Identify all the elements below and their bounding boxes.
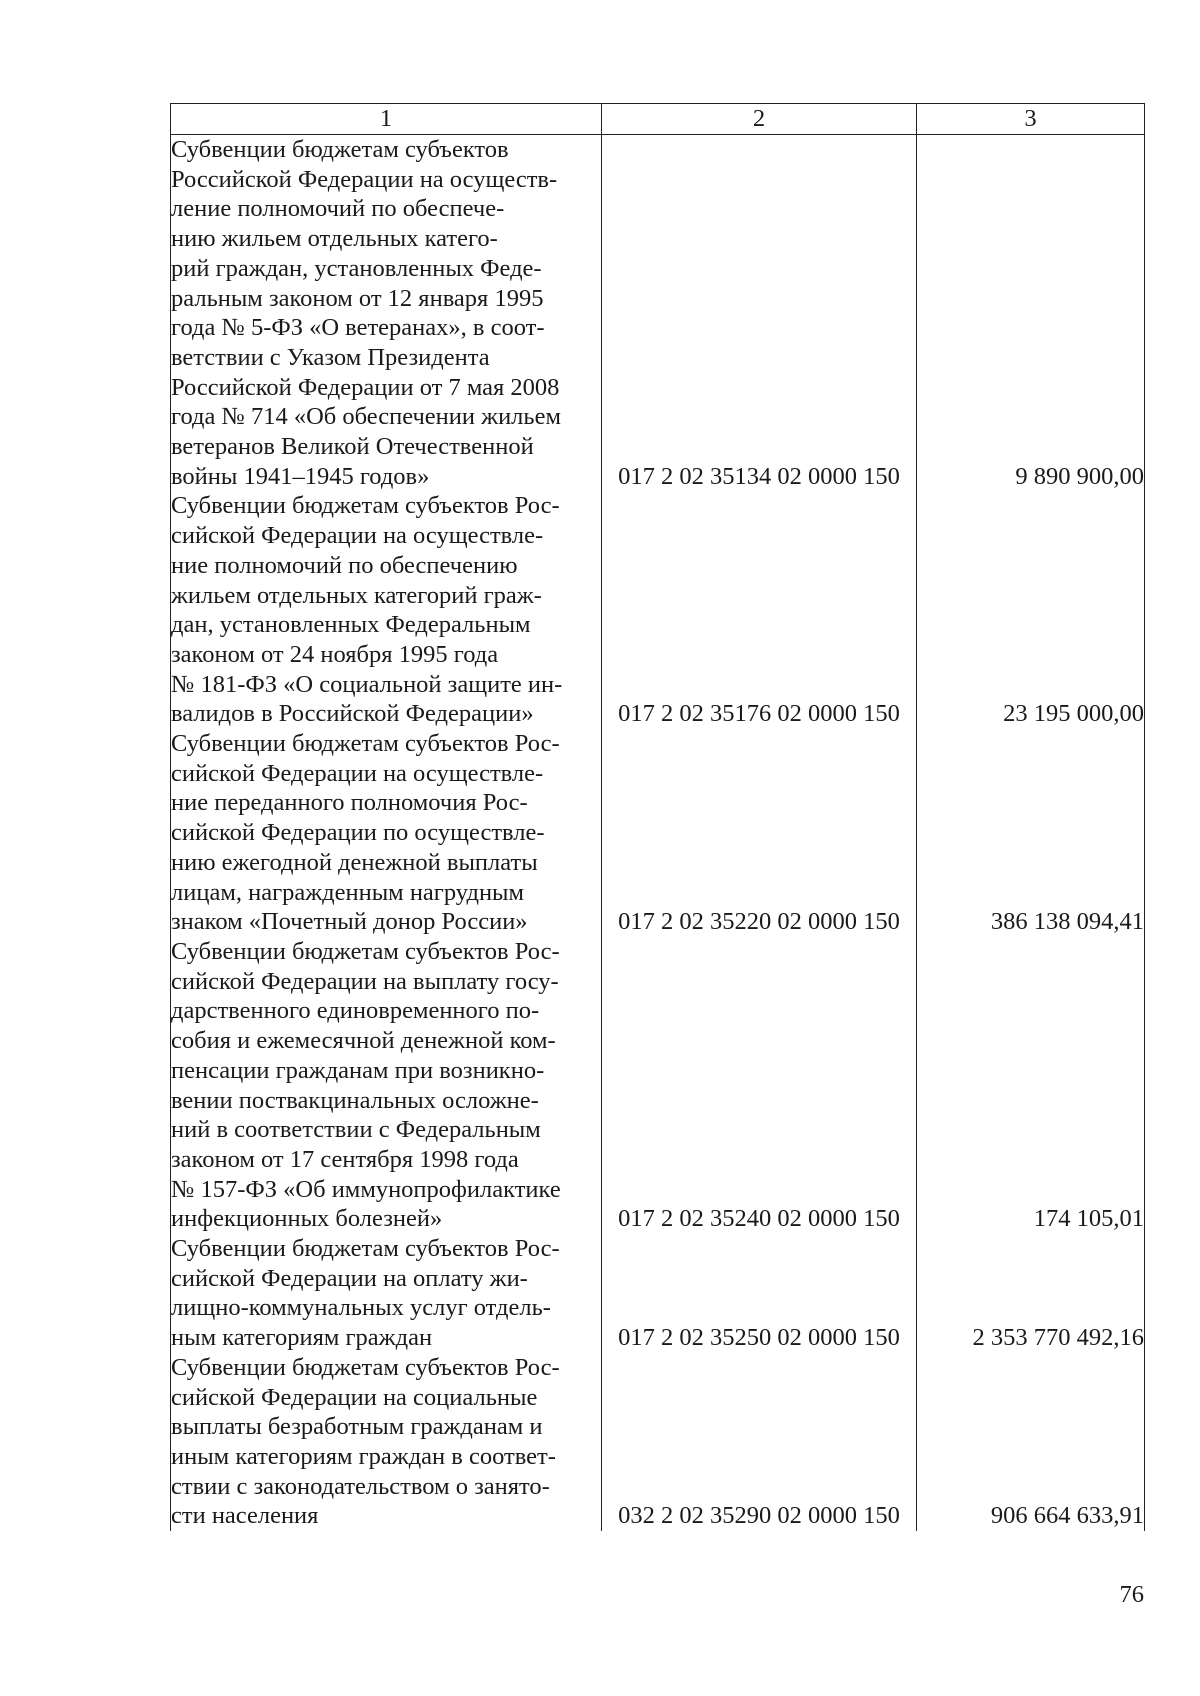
- row-budget-code: 017 2 02 35220 02 0000 150: [602, 729, 917, 937]
- row-description: Субвенции бюджетам субъектов Рос- сийской Федерации на выплату госу- дарственного единовременного по- собия и ежемесячной денежной ком- пенсации гражданам при возникно- вении поствакцинальных осложне- ний в соответствии с Федеральным законом от 17 сентября 1998 года № 157-ФЗ «Об иммунопрофилактике инфекционных болезней»: [171, 937, 602, 1234]
- page-number: 76: [1119, 1581, 1144, 1608]
- column-header-1: 1: [171, 104, 602, 135]
- row-description: Субвенции бюджетам субъектов Рос- сийской Федерации на осуществле- ние переданного полномочия Рос- сийской Федерации по осуществле- нию ежегодной денежной выплаты лицам, награжденным нагрудным знаком «Почетный донор России»: [171, 729, 602, 937]
- table-row: [171, 937, 1145, 1234]
- row-amount: 9 890 900,00: [917, 135, 1145, 492]
- column-header-2: 2: [602, 104, 917, 135]
- row-amount: 174 105,01: [917, 937, 1145, 1234]
- row-amount: 2 353 770 492,16: [917, 1234, 1145, 1353]
- row-description: Субвенции бюджетам субъектов Российской Федерации на осуществ- ление полномочий по обеспече- нию жильем отдельных катего- рий граждан, установленных Феде- ральным законом от 12 января 1995 года № 5-ФЗ «О ветеранах», в соот- ветствии с Указом Президента Российской Федерации от 7 мая 2008 года № 714 «Об обеспечении жильем ветеранов Великой Отечественной войны 1941–1945 годов»: [171, 135, 602, 492]
- row-budget-code: 017 2 02 35240 02 0000 150: [602, 937, 917, 1234]
- table-row: [171, 135, 1145, 492]
- budget-table: [170, 103, 1145, 1531]
- column-header-3: 3: [917, 104, 1145, 135]
- row-amount: 386 138 094,41: [917, 729, 1145, 937]
- row-amount: 906 664 633,91: [917, 1353, 1145, 1531]
- row-description: Субвенции бюджетам субъектов Рос- сийской Федерации на оплату жи- лищно-коммунальных услуг отдель- ным категориям граждан: [171, 1234, 602, 1353]
- table-header-row: [171, 104, 1145, 135]
- table-row: [171, 1353, 1145, 1531]
- row-amount: 23 195 000,00: [917, 491, 1145, 729]
- table-row: [171, 491, 1145, 729]
- row-budget-code: 017 2 02 35134 02 0000 150: [602, 135, 917, 492]
- row-budget-code: 032 2 02 35290 02 0000 150: [602, 1353, 917, 1531]
- table-row: [171, 729, 1145, 937]
- row-description: Субвенции бюджетам субъектов Рос- сийской Федерации на социальные выплаты безработным гражданам и иным категориям граждан в соответ- ствии с законодательством о занято- сти населения: [171, 1353, 602, 1531]
- table-row: [171, 1234, 1145, 1353]
- row-description: Субвенции бюджетам субъектов Рос- сийской Федерации на осуществле- ние полномочий по обеспечению жильем отдельных категорий граж- дан, установленных Федеральным законом от 24 ноября 1995 года № 181-ФЗ «О социальной защите ин- валидов в Российской Федерации»: [171, 491, 602, 729]
- row-budget-code: 017 2 02 35250 02 0000 150: [602, 1234, 917, 1353]
- row-budget-code: 017 2 02 35176 02 0000 150: [602, 491, 917, 729]
